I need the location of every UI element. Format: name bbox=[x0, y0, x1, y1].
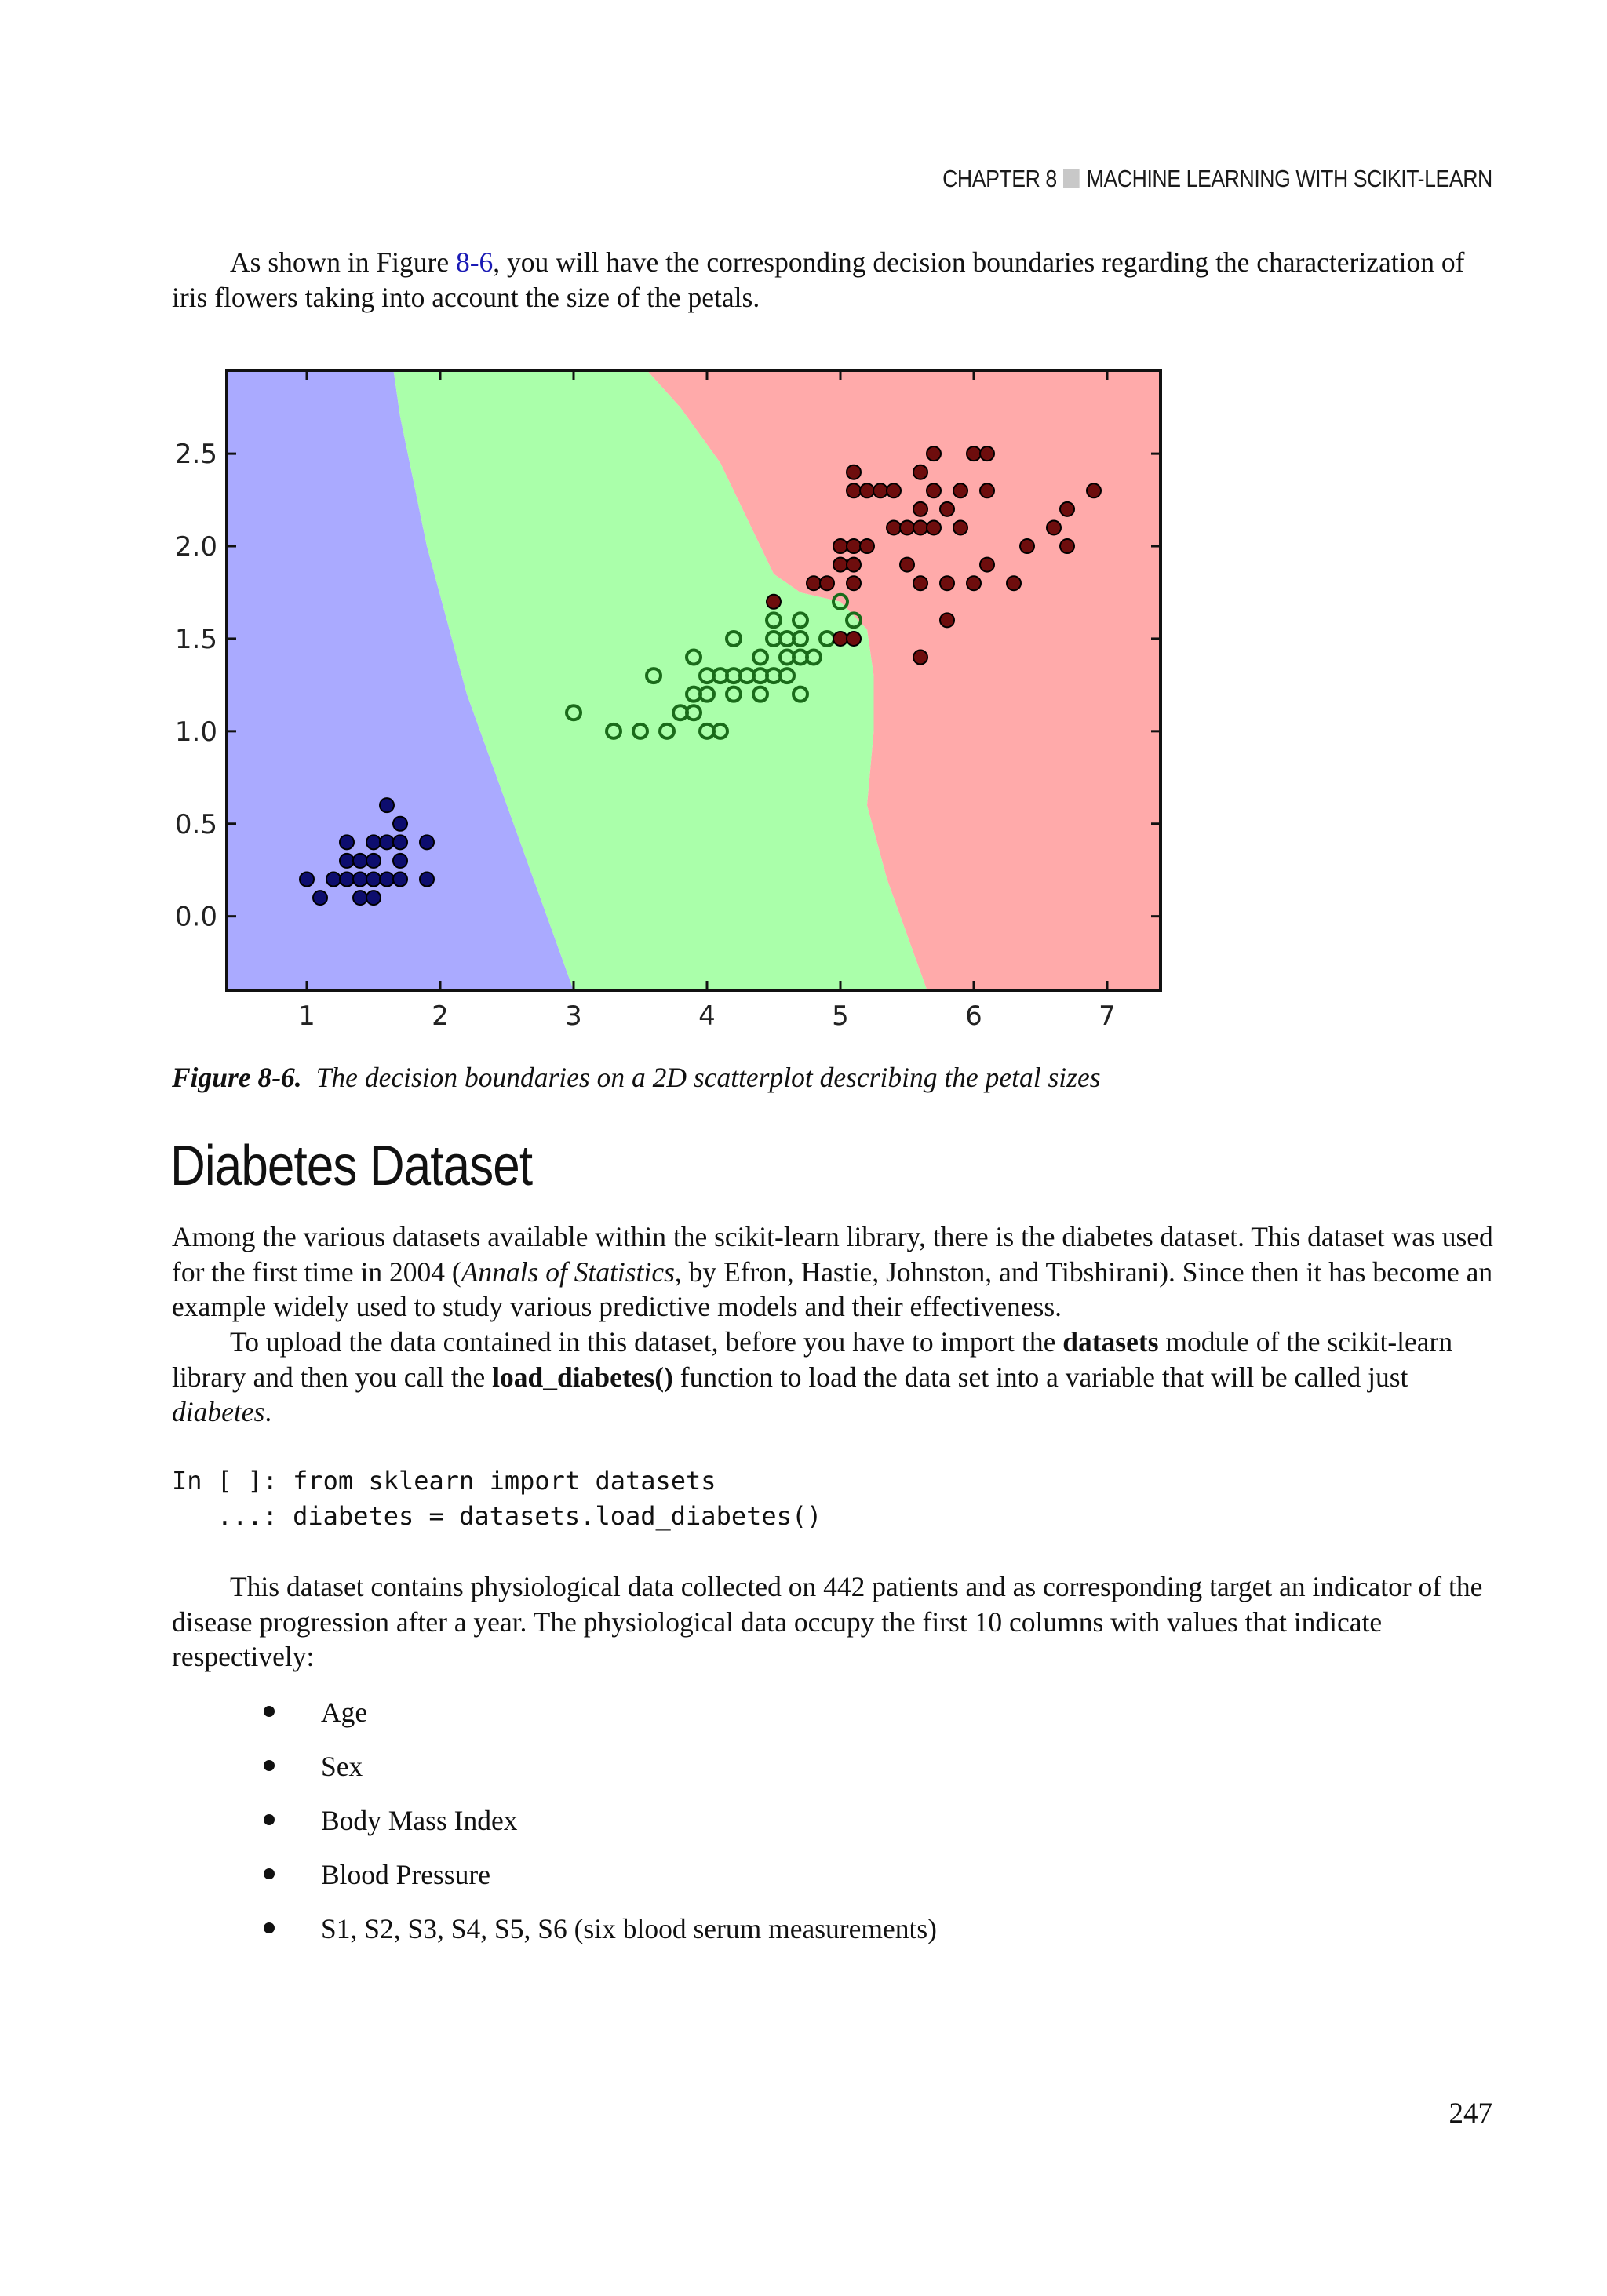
setosa-point bbox=[353, 854, 367, 868]
virginica-point bbox=[847, 483, 861, 497]
figure-caption bbox=[172, 1061, 1101, 1094]
y-tick-label: 1.5 bbox=[174, 623, 217, 655]
virginica-point bbox=[940, 613, 954, 627]
intro-text-2: , you will have the corresponding decision boundaries regarding the characterization of iris flowers taking into account the size of the petals. bbox=[172, 246, 1465, 313]
virginica-point bbox=[1087, 483, 1101, 497]
feature-list bbox=[172, 1695, 937, 1966]
virginica-point bbox=[980, 483, 994, 497]
para2-text-4: . bbox=[264, 1396, 272, 1427]
x-tick-label: 4 bbox=[698, 1000, 716, 1032]
list-item-text: Age bbox=[321, 1696, 368, 1728]
setosa-point bbox=[380, 835, 394, 849]
para2-italic: diabetes bbox=[172, 1396, 265, 1427]
page-number: 247 bbox=[1448, 2097, 1492, 2130]
setosa-point bbox=[420, 835, 434, 849]
setosa-point bbox=[366, 854, 381, 868]
para1-text-1: Among the various datasets available within the scikit-learn library, there is the diabetes dataset. This dataset was used for the first time in 2004 ( bbox=[172, 1221, 1493, 1288]
list-item-text: Body Mass Index bbox=[321, 1805, 518, 1836]
setosa-point bbox=[366, 835, 381, 849]
figure-label: Figure 8-6. bbox=[172, 1062, 302, 1093]
virginica-point bbox=[927, 483, 941, 497]
virginica-point bbox=[847, 465, 861, 479]
code-line-1: In [ ]: from sklearn import datasets bbox=[172, 1466, 716, 1496]
running-head bbox=[942, 165, 1492, 193]
virginica-point bbox=[980, 446, 994, 461]
para2-bold-datasets: datasets bbox=[1062, 1326, 1159, 1358]
x-tick-label: 2 bbox=[432, 1000, 449, 1032]
virginica-point bbox=[887, 520, 901, 534]
virginica-point bbox=[913, 651, 927, 665]
y-tick-label: 0.0 bbox=[174, 901, 217, 933]
virginica-point bbox=[807, 576, 821, 590]
body-paragraph-3 bbox=[172, 1569, 1494, 1675]
setosa-point bbox=[393, 854, 407, 868]
virginica-point bbox=[1047, 520, 1061, 534]
setosa-point bbox=[313, 891, 327, 905]
setosa-point bbox=[393, 873, 407, 887]
list-item bbox=[172, 1912, 937, 1966]
virginica-point bbox=[847, 558, 861, 572]
chapter-label: CHAPTER 8 bbox=[942, 165, 1057, 192]
y-tick-label: 2.0 bbox=[174, 531, 217, 563]
virginica-point bbox=[847, 632, 861, 646]
body-paragraph-1 bbox=[172, 1219, 1494, 1325]
list-item bbox=[172, 1749, 937, 1803]
list-item bbox=[172, 1803, 937, 1857]
virginica-point bbox=[900, 558, 914, 572]
y-tick-label: 1.0 bbox=[174, 716, 217, 748]
code-block bbox=[172, 1463, 822, 1533]
setosa-point bbox=[353, 873, 367, 887]
setosa-point bbox=[420, 873, 434, 887]
figure-caption-text: The decision boundaries on a 2D scatterplot describing the petal sizes bbox=[315, 1062, 1101, 1093]
intro-paragraph bbox=[172, 245, 1494, 315]
virginica-point bbox=[1020, 539, 1034, 553]
virginica-point bbox=[940, 576, 954, 590]
setosa-point bbox=[393, 835, 407, 849]
virginica-point bbox=[940, 502, 954, 516]
virginica-point bbox=[873, 483, 887, 497]
x-tick-label: 6 bbox=[965, 1000, 982, 1032]
y-tick-label: 2.5 bbox=[174, 439, 217, 471]
bullet-icon bbox=[264, 1868, 275, 1879]
virginica-point bbox=[927, 520, 941, 534]
para2-text-3: function to load the data set into a variable that will be called just bbox=[672, 1361, 1408, 1393]
virginica-point bbox=[927, 446, 941, 461]
separator-square-icon bbox=[1064, 169, 1080, 188]
virginica-point bbox=[833, 558, 847, 572]
setosa-point bbox=[340, 854, 354, 868]
virginica-point bbox=[860, 483, 874, 497]
virginica-point bbox=[887, 483, 901, 497]
setosa-point bbox=[300, 873, 314, 887]
virginica-point bbox=[860, 539, 874, 553]
virginica-point bbox=[913, 502, 927, 516]
virginica-point bbox=[913, 576, 927, 590]
x-tick-label: 1 bbox=[298, 1000, 315, 1032]
chapter-title: MACHINE LEARNING WITH SCIKIT-LEARN bbox=[1086, 165, 1492, 192]
list-item-text: Sex bbox=[321, 1751, 363, 1782]
virginica-point bbox=[1060, 502, 1074, 516]
virginica-point bbox=[1007, 576, 1021, 590]
bullet-icon bbox=[264, 1760, 275, 1771]
para1-text-2: , by Efron, Hastie, Johnston, and Tibshirani). Since then it has become an example widely used to study various predictive models and their effectiveness. bbox=[172, 1256, 1493, 1322]
virginica-point bbox=[820, 576, 834, 590]
setosa-point bbox=[366, 873, 381, 887]
list-item bbox=[172, 1857, 937, 1912]
virginica-point bbox=[913, 520, 927, 534]
virginica-point bbox=[967, 446, 981, 461]
virginica-point bbox=[1060, 539, 1074, 553]
virginica-point bbox=[767, 595, 781, 609]
setosa-point bbox=[340, 873, 354, 887]
setosa-point bbox=[393, 817, 407, 831]
virginica-point bbox=[900, 520, 914, 534]
virginica-point bbox=[833, 632, 847, 646]
virginica-point bbox=[847, 539, 861, 553]
setosa-point bbox=[353, 891, 367, 905]
setosa-point bbox=[380, 798, 394, 812]
bullet-icon bbox=[264, 1706, 275, 1717]
list-item-text: Blood Pressure bbox=[321, 1859, 490, 1890]
virginica-point bbox=[980, 558, 994, 572]
x-tick-label: 7 bbox=[1099, 1000, 1116, 1032]
list-item bbox=[172, 1695, 937, 1749]
virginica-point bbox=[967, 576, 981, 590]
figure-ref-link[interactable]: 8-6 bbox=[455, 246, 494, 278]
virginica-point bbox=[847, 576, 861, 590]
para3-text: This dataset contains physiological data collected on 442 patients and as corresponding target an indicator of the disease progression after a year. The physiological data occupy the first 10 columns with values that indicate respectively: bbox=[172, 1571, 1483, 1672]
setosa-point bbox=[366, 891, 381, 905]
decision-boundary-chart bbox=[172, 361, 1184, 1032]
virginica-point bbox=[953, 483, 967, 497]
virginica-point bbox=[953, 520, 967, 534]
para2-bold-load-diabetes: load_diabetes() bbox=[492, 1361, 673, 1393]
setosa-point bbox=[380, 873, 394, 887]
bullet-icon bbox=[264, 1922, 275, 1933]
x-tick-label: 3 bbox=[565, 1000, 582, 1032]
virginica-point bbox=[913, 465, 927, 479]
body-paragraph-2 bbox=[172, 1325, 1494, 1430]
para2-text-2: module of the scikit-learn library and then you call the bbox=[172, 1326, 1453, 1393]
y-tick-label: 0.5 bbox=[174, 808, 217, 840]
setosa-point bbox=[326, 873, 341, 887]
intro-text-1: As shown in Figure bbox=[230, 246, 456, 278]
list-item-text: S1, S2, S3, S4, S5, S6 (six blood serum measurements) bbox=[321, 1913, 937, 1944]
setosa-point bbox=[340, 835, 354, 849]
section-heading: Diabetes Dataset bbox=[170, 1135, 533, 1197]
code-line-2: ...: diabetes = datasets.load_diabetes() bbox=[172, 1500, 822, 1531]
para2-text-1: To upload the data contained in this dataset, before you have to import the bbox=[230, 1326, 1063, 1358]
virginica-point bbox=[833, 539, 847, 553]
para1-italic: Annals of Statistics bbox=[461, 1256, 675, 1288]
bullet-icon bbox=[264, 1814, 275, 1825]
x-tick-label: 5 bbox=[832, 1000, 849, 1032]
